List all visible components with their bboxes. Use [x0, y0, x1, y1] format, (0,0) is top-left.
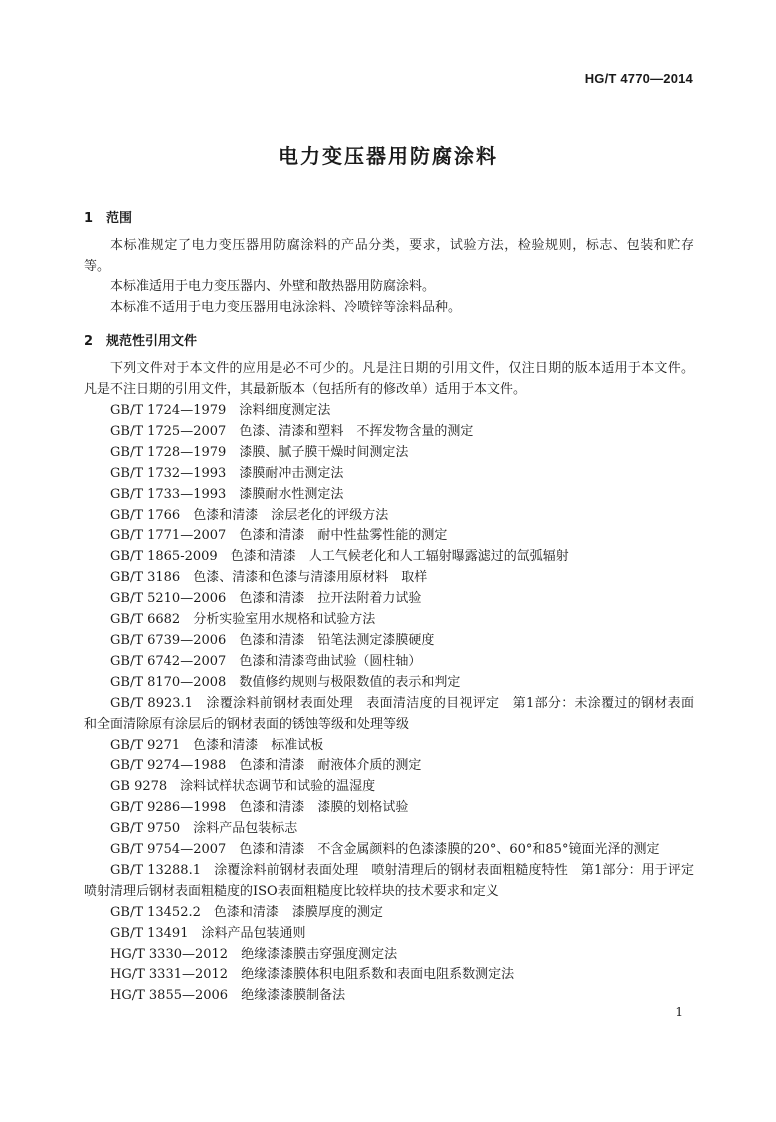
reference-code: GB/T 8923.1 — [110, 695, 193, 711]
reference-title: 色漆和清漆 不含金属颜料的色漆漆膜的20°、60°和85°镜面光泽的测定 — [239, 842, 660, 858]
reference-item — [84, 840, 694, 861]
reference-title: 漆膜、腻子膜干燥时间测定法 — [239, 444, 409, 460]
reference-item — [84, 443, 694, 464]
reference-code: GB/T 6742—2007 — [110, 653, 227, 669]
reference-title: 色漆和清漆 铅笔法测定漆膜硬度 — [239, 632, 435, 648]
reference-title: 数值修约规则与极限数值的表示和判定 — [239, 674, 461, 690]
reference-code: GB/T 6682 — [110, 612, 181, 628]
reference-code: GB/T 1725—2007 — [110, 423, 227, 439]
section-2-title: 规范性引用文件 — [106, 334, 198, 349]
reference-separator — [228, 947, 241, 962]
reference-code: GB/T 13452.2 — [110, 904, 201, 920]
reference-item — [84, 401, 694, 422]
reference-code: GB 9278 — [110, 779, 168, 795]
reference-separator — [193, 696, 207, 711]
reference-item — [84, 903, 694, 924]
reference-separator — [201, 863, 214, 878]
reference-code: GB/T 9286—1998 — [110, 800, 227, 816]
reference-separator — [167, 779, 180, 794]
section-2-heading — [84, 330, 197, 349]
reference-separator — [218, 549, 231, 564]
reference-title: 漆膜耐冲击测定法 — [239, 465, 344, 481]
reference-item — [84, 777, 694, 798]
reference-item — [84, 652, 694, 673]
reference-title: 色漆和清漆 耐中性盐雾性能的测定 — [239, 528, 448, 544]
section-1-paragraph-3: 本标准不适用于电力变压器用电泳涂料、冷喷锌等涂料品种。 — [110, 300, 462, 315]
reference-title: 色漆和清漆 漆膜的划格试验 — [239, 800, 409, 816]
reference-separator — [226, 445, 239, 460]
reference-separator — [226, 654, 239, 669]
section-1-paragraph-2: 本标准适用于电力变压器内、外壁和散热器用防腐涂料。 — [110, 279, 436, 294]
reference-title: 色漆和清漆 涂层老化的评级方法 — [193, 507, 389, 523]
reference-item — [84, 798, 694, 819]
reference-item — [84, 589, 694, 610]
reference-separator — [180, 738, 193, 753]
section-1-heading — [84, 207, 132, 226]
reference-separator — [226, 633, 239, 648]
reference-code: GB/T 1865-2009 — [110, 549, 218, 565]
page-number: 1 — [675, 1005, 683, 1019]
reference-code: GB/T 9750 — [110, 821, 181, 837]
reference-code: HG/T 3331—2012 — [110, 967, 229, 983]
reference-item — [84, 422, 694, 443]
reference-title: 色漆、清漆和色漆与清漆用原材料 取样 — [193, 570, 428, 586]
reference-title: 漆膜耐水性测定法 — [239, 486, 344, 502]
reference-title: 涂料产品包装标志 — [193, 821, 298, 837]
reference-item — [84, 547, 694, 568]
reference-item — [84, 965, 694, 986]
reference-code: GB/T 1728—1979 — [110, 444, 227, 460]
reference-code: GB/T 13288.1 — [110, 862, 201, 878]
reference-separator — [226, 758, 239, 773]
section-2-number: 2 — [84, 334, 94, 349]
reference-item — [84, 945, 694, 966]
reference-separator — [226, 424, 239, 439]
reference-code: GB/T 13491 — [110, 925, 189, 941]
reference-separator — [226, 591, 239, 606]
reference-separator — [188, 926, 201, 941]
reference-item — [84, 631, 694, 652]
reference-separator — [226, 842, 239, 857]
standard-code: HG/T 4770—2014 — [584, 71, 693, 86]
reference-title: 色漆、清漆和塑料 不挥发物含量的测定 — [239, 423, 474, 439]
reference-item — [84, 736, 694, 757]
reference-item — [84, 506, 694, 527]
reference-item — [84, 464, 694, 485]
section-1-paragraph-1: 本标准规定了电力变压器用防腐涂料的产品分类，要求，试验方法，检验规则，标志、包装和贮存等。 — [84, 238, 694, 274]
reference-separator — [226, 466, 239, 481]
reference-title: 色漆和清漆 标准试板 — [193, 737, 324, 753]
reference-code: GB/T 1724—1979 — [110, 403, 227, 418]
reference-separator — [226, 675, 239, 690]
reference-title: 分析实验室用水规格和试验方法 — [193, 612, 376, 628]
reference-code: GB/T 1733—1993 — [110, 486, 227, 502]
reference-code: HG/T 3330—2012 — [110, 946, 229, 962]
reference-title: 绝缘漆漆膜击穿强度测定法 — [241, 946, 398, 962]
reference-code: GB/T 3186 — [110, 570, 181, 586]
reference-title: 色漆和清漆 耐液体介质的测定 — [239, 758, 422, 774]
reference-separator — [228, 967, 241, 982]
reference-code: GB/T 1766 — [110, 507, 181, 523]
reference-separator — [226, 528, 239, 543]
reference-title: 色漆和清漆 漆膜厚度的测定 — [213, 904, 383, 920]
document-title: 电力变压器用防腐涂料 — [278, 144, 498, 168]
reference-list — [84, 401, 694, 1007]
reference-title: 涂料细度测定法 — [239, 403, 331, 418]
reference-item — [84, 610, 694, 631]
reference-separator — [180, 570, 193, 585]
reference-item — [84, 819, 694, 840]
reference-item — [84, 756, 694, 777]
reference-separator — [180, 821, 193, 836]
reference-code: GB/T 9271 — [110, 737, 181, 753]
section-1-title: 范围 — [106, 211, 133, 226]
reference-code: GB/T 8170—2008 — [110, 674, 227, 690]
reference-title: 色漆和清漆 人工气候老化和人工辐射曝露滤过的氙弧辐射 — [230, 549, 569, 565]
reference-title: 涂料产品包装通则 — [201, 925, 306, 941]
reference-item — [84, 485, 694, 506]
reference-separator — [226, 403, 239, 418]
reference-item — [84, 526, 694, 547]
reference-code: GB/T 6739—2006 — [110, 632, 227, 648]
reference-title: 绝缘漆漆膜制备法 — [241, 988, 346, 1004]
section-2-intro: 下列文件对于本文件的应用是必不可少的。凡是注日期的引用文件，仅注日期的版本适用于本文件。凡是不注日期的引用文件，其最新版本（包括所有的修改单）适用于本文件。 — [84, 361, 694, 397]
reference-code: GB/T 5210—2006 — [110, 591, 227, 607]
reference-separator — [180, 508, 193, 523]
reference-separator — [226, 487, 239, 502]
reference-title: 涂料试样状态调节和试验的温湿度 — [180, 779, 376, 795]
reference-title: 绝缘漆漆膜体积电阻系数和表面电阻系数测定法 — [241, 967, 515, 983]
reference-separator — [228, 988, 241, 1003]
reference-title: 色漆和清漆弯曲试验（圆柱轴） — [239, 653, 422, 669]
section-1-number: 1 — [84, 211, 94, 226]
reference-item — [84, 694, 694, 736]
reference-title: 涂覆涂料前钢材表面处理 表面清洁度的目视评定 第1部分：未涂覆过的钢材表面和全面清除原有涂层后的钢材表面的锈蚀等级和处理等级 — [84, 695, 694, 732]
reference-code: GB/T 9754—2007 — [110, 842, 227, 858]
reference-item — [84, 568, 694, 589]
reference-item — [84, 673, 694, 694]
reference-code: GB/T 9274—1988 — [110, 758, 227, 774]
reference-code: HG/T 3855—2006 — [110, 988, 229, 1004]
reference-code: GB/T 1732—1993 — [110, 465, 227, 481]
reference-code: GB/T 1771—2007 — [110, 528, 227, 544]
reference-item — [84, 986, 694, 1007]
reference-title: 涂覆涂料前钢材表面处理 喷射清理后的钢材表面粗糙度特性 第1部分：用于评定喷射清理后钢材表面粗糙度的ISO表面粗糙度比较样块的技术要求和定义 — [84, 862, 694, 899]
reference-separator — [226, 800, 239, 815]
reference-separator — [201, 905, 214, 920]
reference-title: 色漆和清漆 拉开法附着力试验 — [239, 591, 422, 607]
reference-item — [84, 924, 694, 945]
reference-separator — [180, 612, 193, 627]
reference-item — [84, 861, 694, 903]
